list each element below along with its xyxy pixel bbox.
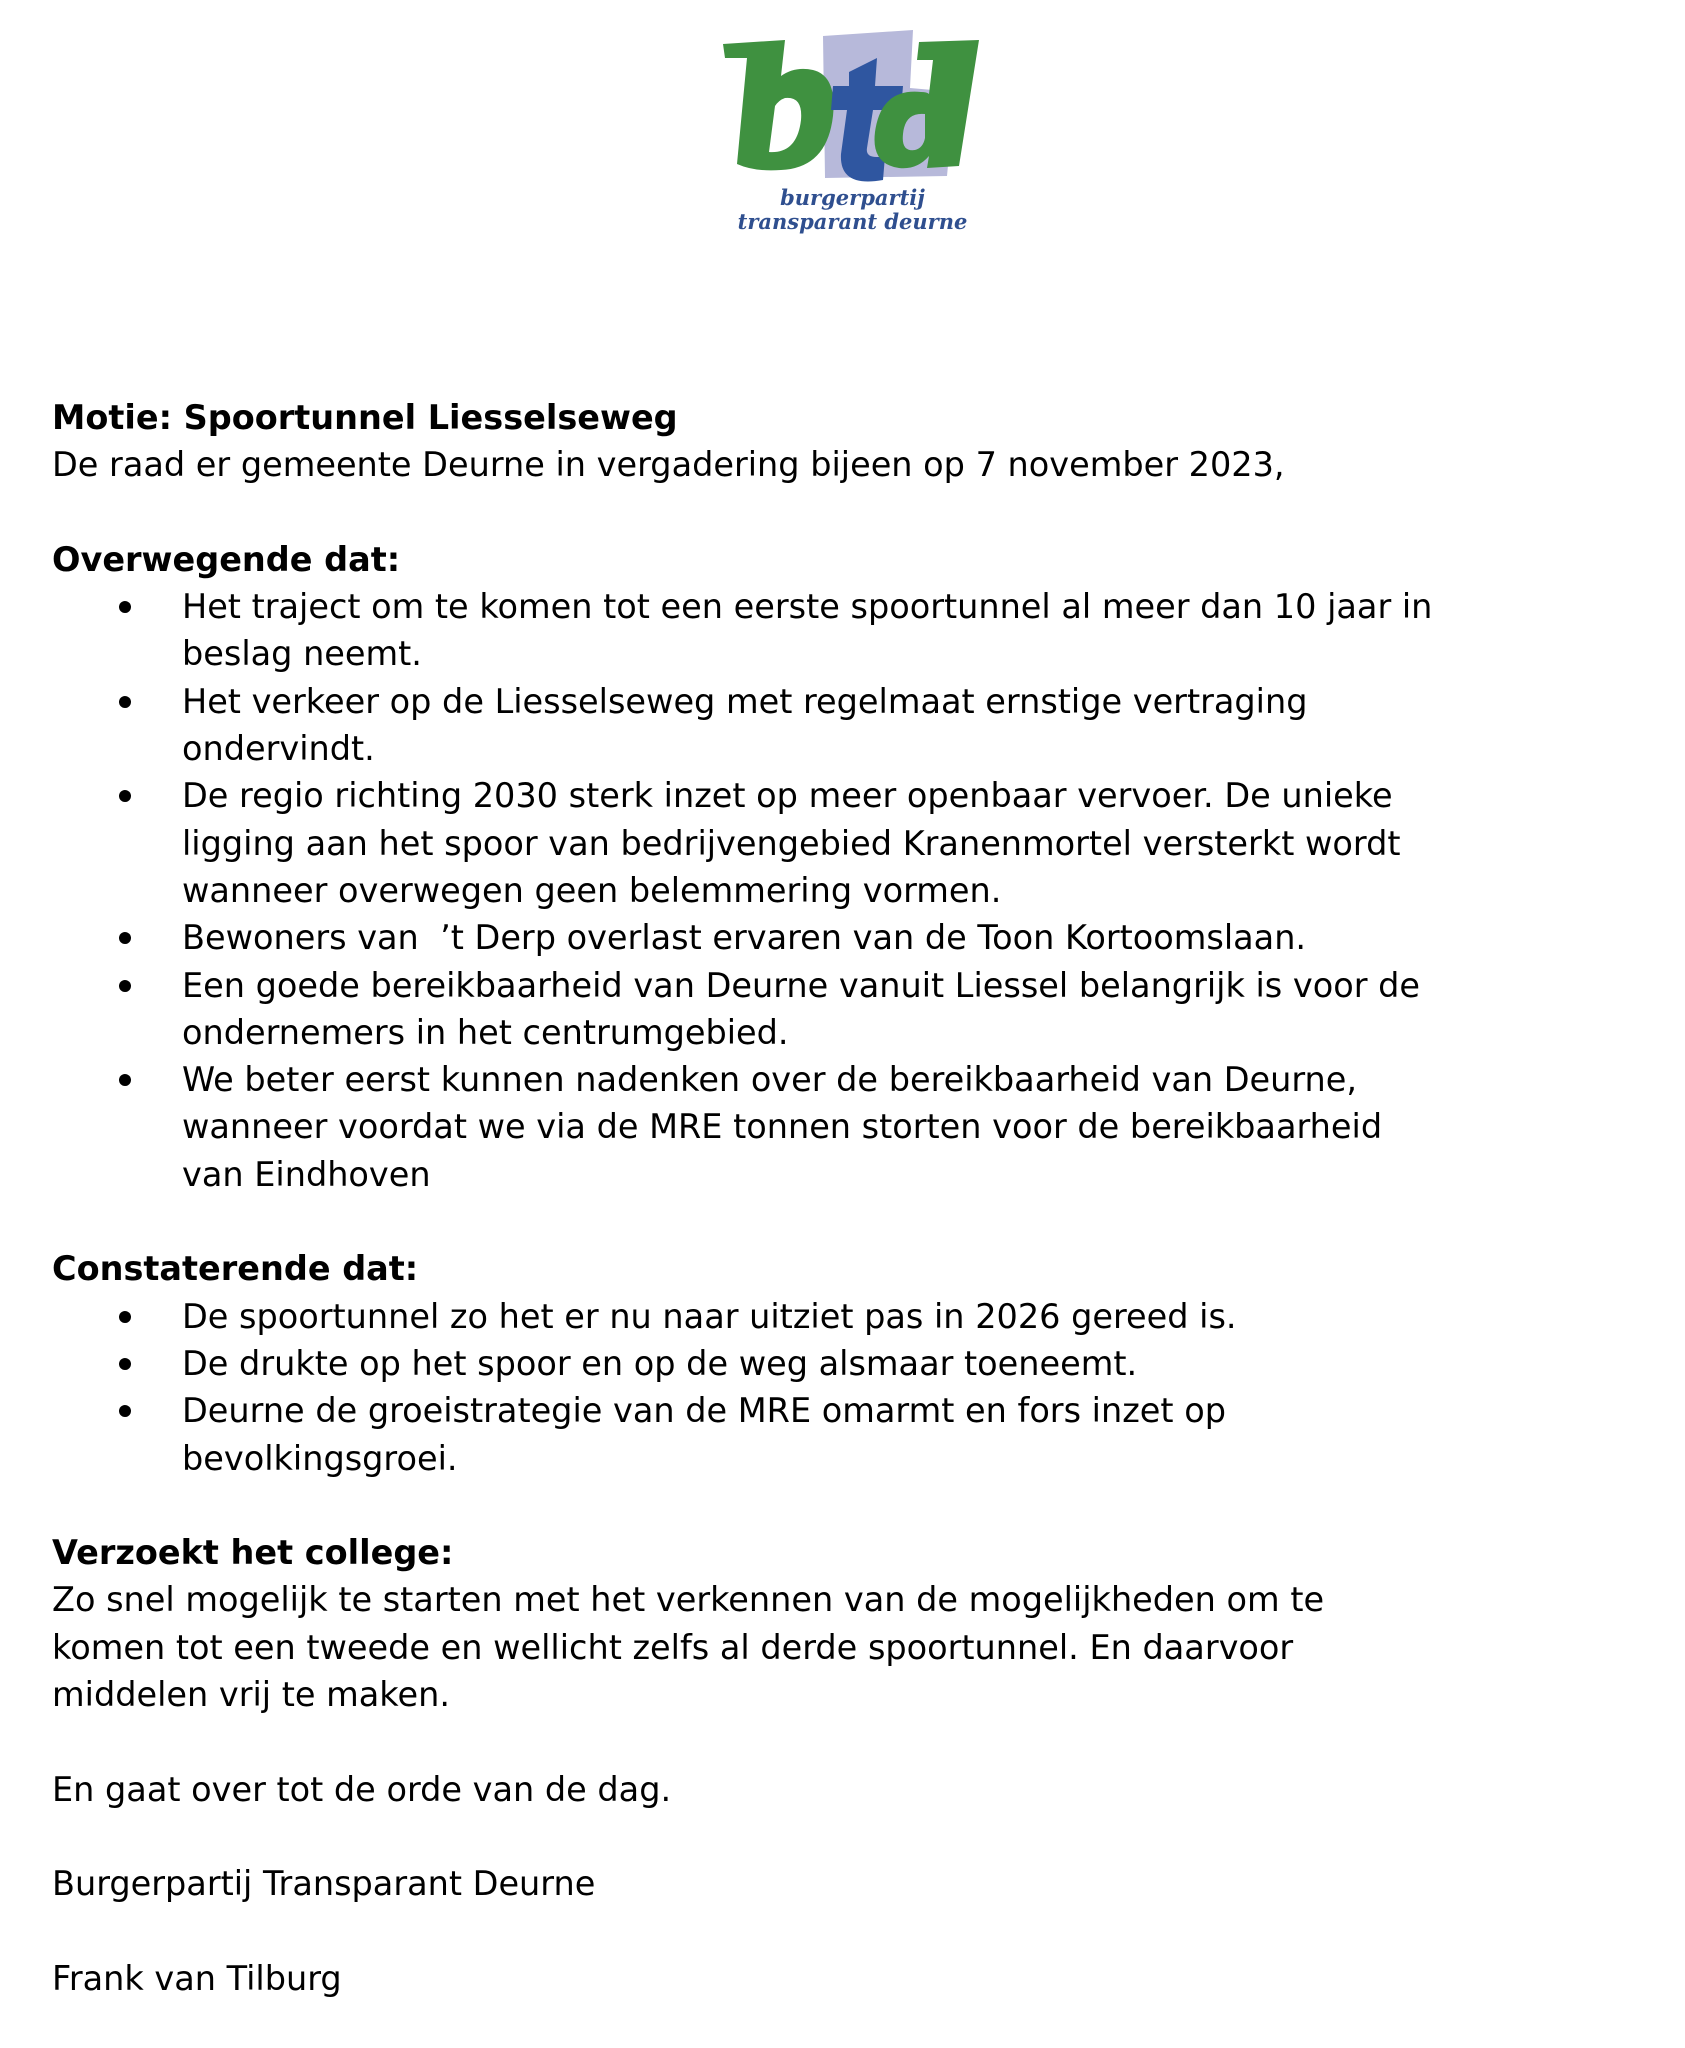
list-item-line: ondervindt. bbox=[182, 729, 375, 769]
list-item-line: beslag neemt. bbox=[182, 634, 422, 674]
spacer bbox=[52, 489, 1672, 536]
request-text-line: komen tot een tweede en wellicht zelfs al derde spoortunnel. En daarvoor bbox=[52, 1627, 1294, 1667]
motion-document bbox=[52, 394, 1672, 2002]
request-text-line: Zo snel mogelijk te starten met het verkennen van de mogelijkheden om te bbox=[52, 1580, 1325, 1620]
list-item-line: wanneer overwegen geen belemmering vormen. bbox=[182, 870, 1002, 910]
list-item-line: Het verkeer op de Liesselseweg met regelmaat ernstige vertraging bbox=[182, 681, 1308, 721]
list-item-line: bevolkingsgroei. bbox=[182, 1438, 458, 1478]
list-item bbox=[52, 1056, 1672, 1198]
list-item bbox=[52, 1340, 1672, 1387]
spacer bbox=[52, 1718, 1672, 1765]
list-item-line: van Eindhoven bbox=[182, 1154, 431, 1194]
logo-caption-line1: burgerpartij bbox=[780, 185, 925, 210]
list-item bbox=[52, 1293, 1672, 1340]
list-item bbox=[52, 1387, 1672, 1482]
request-text-line: middelen vrij te maken. bbox=[52, 1675, 450, 1715]
party-logo bbox=[715, 28, 990, 243]
list-item bbox=[52, 914, 1672, 961]
noting-list bbox=[52, 1293, 1672, 1482]
list-item bbox=[52, 962, 1672, 1057]
motion-intro: De raad er gemeente Deurne in vergadering bijeen op 7 november 2023, bbox=[52, 445, 1285, 485]
bullet-icon bbox=[119, 696, 131, 708]
logo-caption-line2: transparant deurne bbox=[737, 209, 968, 234]
bullet-icon bbox=[119, 1358, 131, 1370]
bullet-icon bbox=[119, 1405, 131, 1417]
bullet-icon bbox=[119, 601, 131, 613]
list-item-line: De spoortunnel zo het er nu naar uitziet pas in 2026 gereed is. bbox=[182, 1296, 1237, 1336]
section-heading-considering: Overwegende dat: bbox=[52, 539, 401, 579]
spacer bbox=[52, 1908, 1672, 1955]
list-item-line: De drukte op het spoor en op de weg alsmaar toeneemt. bbox=[182, 1343, 1138, 1383]
section-heading-request: Verzoekt het college: bbox=[52, 1533, 454, 1573]
list-item-line: Een goede bereikbaarheid van Deurne vanuit Liessel belangrijk is voor de bbox=[182, 965, 1421, 1005]
list-item-line: wanneer voordat we via de MRE tonnen storten voor de bereikbaarheid bbox=[182, 1107, 1383, 1147]
spacer bbox=[52, 1198, 1672, 1245]
btd-logo-mark-icon bbox=[715, 28, 990, 188]
motion-title: Motie: Spoortunnel Liesselseweg bbox=[52, 398, 678, 437]
list-item bbox=[52, 583, 1672, 678]
spacer bbox=[52, 1813, 1672, 1860]
list-item-line: Het traject om te komen tot een eerste spoortunnel al meer dan 10 jaar in bbox=[182, 587, 1433, 627]
bullet-icon bbox=[119, 980, 131, 992]
list-item-line: We beter eerst kunnen nadenken over de bereikbaarheid van Deurne, bbox=[182, 1060, 1358, 1100]
list-item-line: De regio richting 2030 sterk inzet op meer openbaar vervoer. De unieke bbox=[182, 776, 1393, 816]
bullet-icon bbox=[119, 1311, 131, 1323]
list-item-line: ligging aan het spoor van bedrijvengebied Kranenmortel versterkt wordt bbox=[182, 823, 1401, 863]
list-item bbox=[52, 772, 1672, 914]
list-item bbox=[52, 678, 1672, 773]
section-heading-noting: Constaterende dat: bbox=[52, 1249, 419, 1289]
party-name: Burgerpartij Transparant Deurne bbox=[52, 1864, 596, 1904]
list-item-line: ondernemers in het centrumgebied. bbox=[182, 1012, 789, 1052]
signatory-name: Frank van Tilburg bbox=[52, 1958, 342, 1998]
list-item-line: Bewoners van ’t Derp overlast ervaren van de Toon Kortoomslaan. bbox=[182, 918, 1307, 958]
bullet-icon bbox=[119, 932, 131, 944]
considering-list bbox=[52, 583, 1672, 1198]
bullet-icon bbox=[119, 790, 131, 802]
closing-statement: En gaat over tot de orde van de dag. bbox=[52, 1769, 672, 1809]
bullet-icon bbox=[119, 1074, 131, 1086]
spacer bbox=[52, 1482, 1672, 1529]
list-item-line: Deurne de groeistrategie van de MRE omarmt en fors inzet op bbox=[182, 1391, 1226, 1431]
